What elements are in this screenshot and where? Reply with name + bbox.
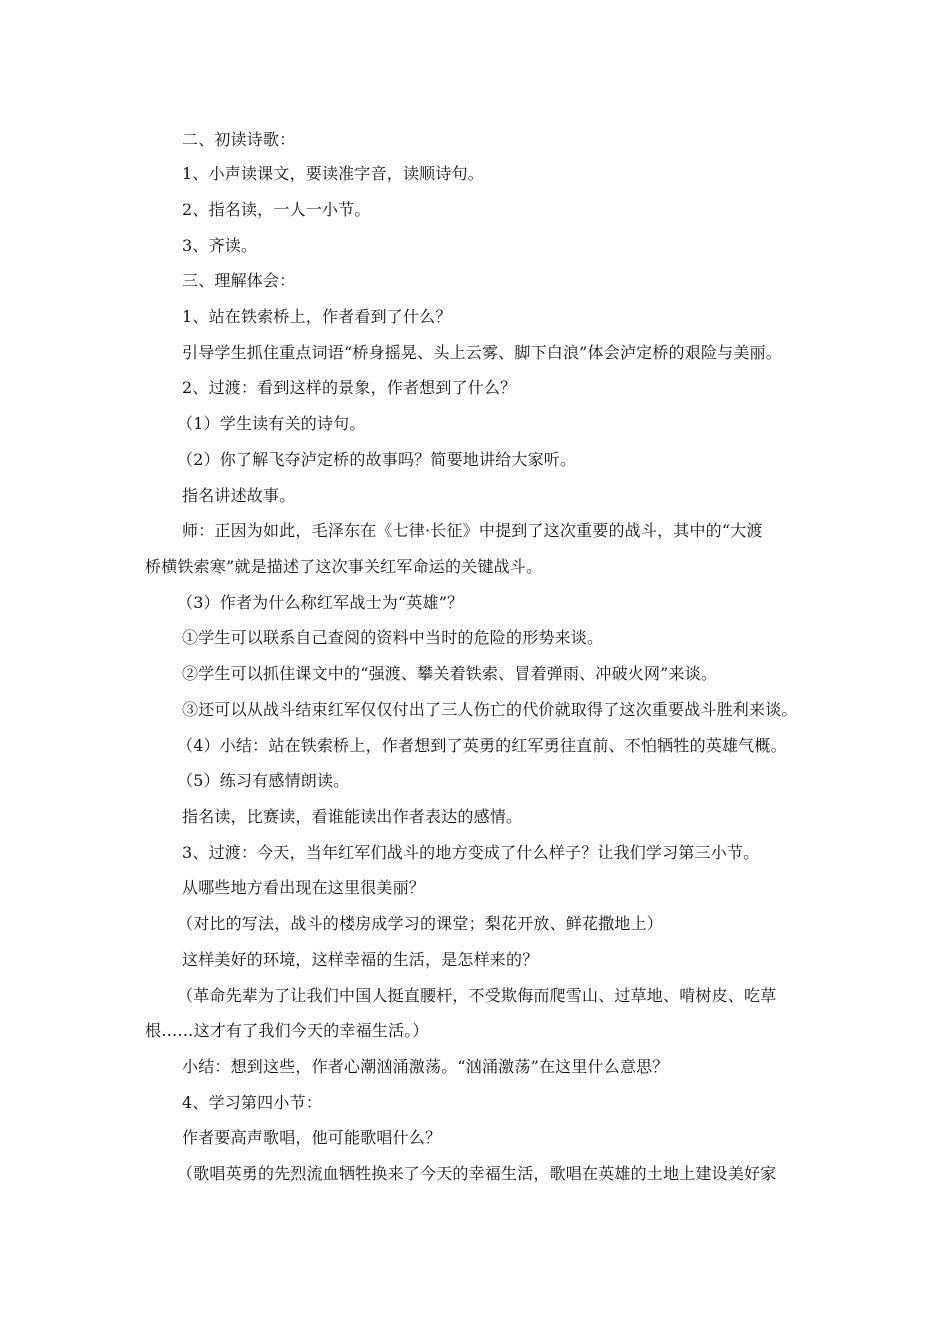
transition-what-thought: 2、过渡：看到这样的景象，作者想到了什么？ xyxy=(182,378,517,397)
question-what-seen: 1、站在铁索桥上，作者看到了什么？ xyxy=(182,307,452,326)
step-quiet-reading: 1、小声读课文，要读准字音，读顺诗句。 xyxy=(182,164,484,183)
named-storytelling: 指名讲述故事。 xyxy=(182,486,296,505)
point-1: ①学生可以联系自己查阅的资料中当时的危险的形势来谈。 xyxy=(182,628,604,647)
guide-key-words: 引导学生抓住重点词语“桥身摇晃、头上云雾、脚下白浪”体会泸定桥的艰险与美丽。 xyxy=(182,343,782,362)
section-heading-understanding: 三、理解体会： xyxy=(182,271,296,290)
point-2: ②学生可以抓住课文中的“强渡、攀关着铁索、冒着弹雨、冲破火网”来谈。 xyxy=(182,664,718,683)
sub-item-5: （5）练习有感情朗读。 xyxy=(177,771,350,790)
step-group-reading: 3、齐读。 xyxy=(182,236,258,255)
section-heading-first-reading: 二、初读诗歌： xyxy=(182,130,296,149)
answer-revolution-line-2: 根……这才有了我们今天的幸福生活。） xyxy=(145,1021,429,1040)
teacher-remark-line-2: 桥横铁索寒”就是描述了这次事关红军命运的关键战斗。 xyxy=(145,557,543,576)
teacher-remark-line-1: 师：正因为如此，毛泽东在《七律·长征》中提到了这次重要的战斗，其中的“大渡 xyxy=(182,521,763,540)
question-how-came: 这样美好的环境，这样幸福的生活，是怎样来的？ xyxy=(182,950,539,969)
step-fourth-stanza: 4、学习第四小节： xyxy=(182,1093,322,1112)
question-why-beautiful: 从哪些地方看出现在这里很美丽？ xyxy=(182,878,426,897)
sub-item-1: （1）学生读有关的诗句。 xyxy=(177,414,366,433)
answer-sing: （歌唱英勇的先烈流血牺牲换来了今天的幸福生活，歌唱在英雄的土地上建设美好家 xyxy=(177,1164,777,1183)
sub-item-4-summary: （4）小结：站在铁索桥上，作者想到了英勇的红军勇往直前、不怕牺牲的英雄气概。 xyxy=(177,736,787,755)
sub-item-3: （3）作者为什么称红军战士为“英雄”？ xyxy=(177,593,464,612)
question-what-sing: 作者要高声歌唱，他可能歌唱什么？ xyxy=(182,1128,442,1147)
sub-item-2: （2）你了解飞夺泸定桥的故事吗？简要地讲给大家听。 xyxy=(177,450,577,469)
point-3: ③还可以从战斗结束红军仅仅付出了三人伤亡的代价就取得了这次重要战斗胜利来谈。 xyxy=(182,700,798,719)
step-named-reading: 2、指名读，一人一小节。 xyxy=(182,200,371,219)
summary-emotion: 小结：想到这些，作者心潮汹涌激荡。“汹涌激荡”在这里什么意思？ xyxy=(182,1057,669,1076)
answer-contrast: （对比的写法，战斗的楼房成学习的课堂；梨花开放、鲜花撒地上） xyxy=(177,914,664,933)
competition-reading: 指名读，比赛读，看谁能读出作者表达的感情。 xyxy=(182,807,523,826)
transition-third-stanza: 3、过渡：今天，当年红军们战斗的地方变成了什么样子？让我们学习第三小节。 xyxy=(182,843,760,862)
answer-revolution-line-1: （革命先辈为了让我们中国人挺直腰杆，不受欺侮而爬雪山、过草地、啃树皮、吃草 xyxy=(177,986,777,1005)
